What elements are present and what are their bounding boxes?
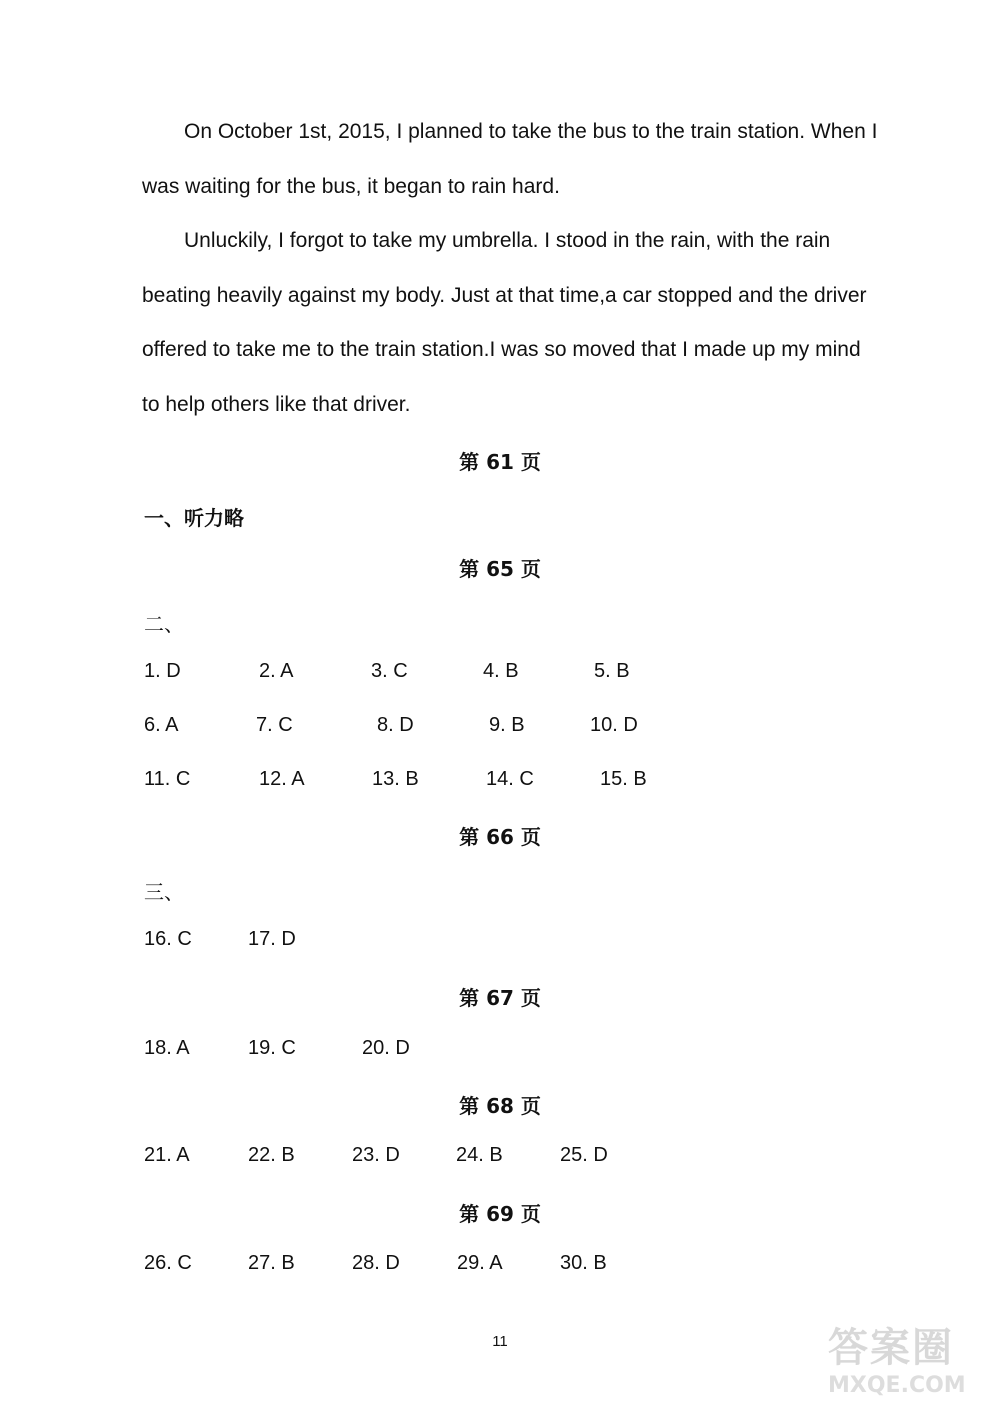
answer-item: 25. D xyxy=(560,1144,608,1166)
answer-item: 10. D xyxy=(590,714,638,736)
answer-item: 19. C xyxy=(248,1037,296,1059)
answer-item: 12. A xyxy=(259,768,305,790)
answer-item: 15. B xyxy=(600,768,647,790)
answer-item: 30. B xyxy=(560,1252,607,1274)
answer-item: 20. D xyxy=(362,1037,410,1059)
page-number: 11 xyxy=(492,1333,508,1350)
section-two-label: 二、 xyxy=(144,612,184,636)
answer-item: 22. B xyxy=(248,1144,295,1166)
essay-paragraph-2 xyxy=(142,214,882,432)
answer-item: 24. B xyxy=(456,1144,503,1166)
answer-item: 1. D xyxy=(144,660,181,682)
answer-item: 11. C xyxy=(144,768,191,790)
watermark-logo xyxy=(828,1316,978,1396)
watermark-url: MXQE.COM xyxy=(828,1373,966,1398)
section-three-label: 三、 xyxy=(144,880,184,904)
answer-item: 2. A xyxy=(259,660,294,682)
answer-item: 23. D xyxy=(352,1144,400,1166)
page-68-heading: 第 68 页 xyxy=(459,1094,541,1118)
essay-paragraph-2-text: Unluckily, I forgot to take my umbrella. I stood in the rain, with the rain beating heavily against my body. Just at that time,a car stopped and the driver offered to take me to the train station.I was so moved that I made up my mind to help others like that driver. xyxy=(142,229,867,416)
answer-item: 4. B xyxy=(483,660,519,682)
watermark-logo-text: 答案圈 xyxy=(828,1325,954,1371)
answer-item: 21. A xyxy=(144,1144,190,1166)
essay-paragraph-1 xyxy=(142,105,882,214)
essay-paragraph-1-text: On October 1st, 2015, I planned to take the bus to the train station. When I was waiting for the bus, it began to rain hard. xyxy=(142,120,878,198)
answer-item: 14. C xyxy=(486,768,534,790)
answer-item: 17. D xyxy=(248,928,296,950)
page-66-heading: 第 66 页 xyxy=(459,825,541,849)
answer-item: 9. B xyxy=(489,714,525,736)
answer-item: 3. C xyxy=(371,660,408,682)
answer-item: 27. B xyxy=(248,1252,295,1274)
answer-item: 13. B xyxy=(372,768,419,790)
answer-item: 5. B xyxy=(594,660,630,682)
answer-item: 8. D xyxy=(377,714,414,736)
page-61-heading: 第 61 页 xyxy=(459,450,541,474)
answer-item: 26. C xyxy=(144,1252,192,1274)
page-65-heading: 第 65 页 xyxy=(459,557,541,581)
answer-item: 6. A xyxy=(144,714,179,736)
answer-item: 7. C xyxy=(256,714,293,736)
answer-item: 16. C xyxy=(144,928,192,950)
page-67-heading: 第 67 页 xyxy=(459,986,541,1010)
section-one-label: 一、听力略 xyxy=(144,506,244,530)
page-69-heading: 第 69 页 xyxy=(459,1202,541,1226)
answer-item: 28. D xyxy=(352,1252,400,1274)
answer-item: 29. A xyxy=(457,1252,503,1274)
answer-item: 18. A xyxy=(144,1037,190,1059)
